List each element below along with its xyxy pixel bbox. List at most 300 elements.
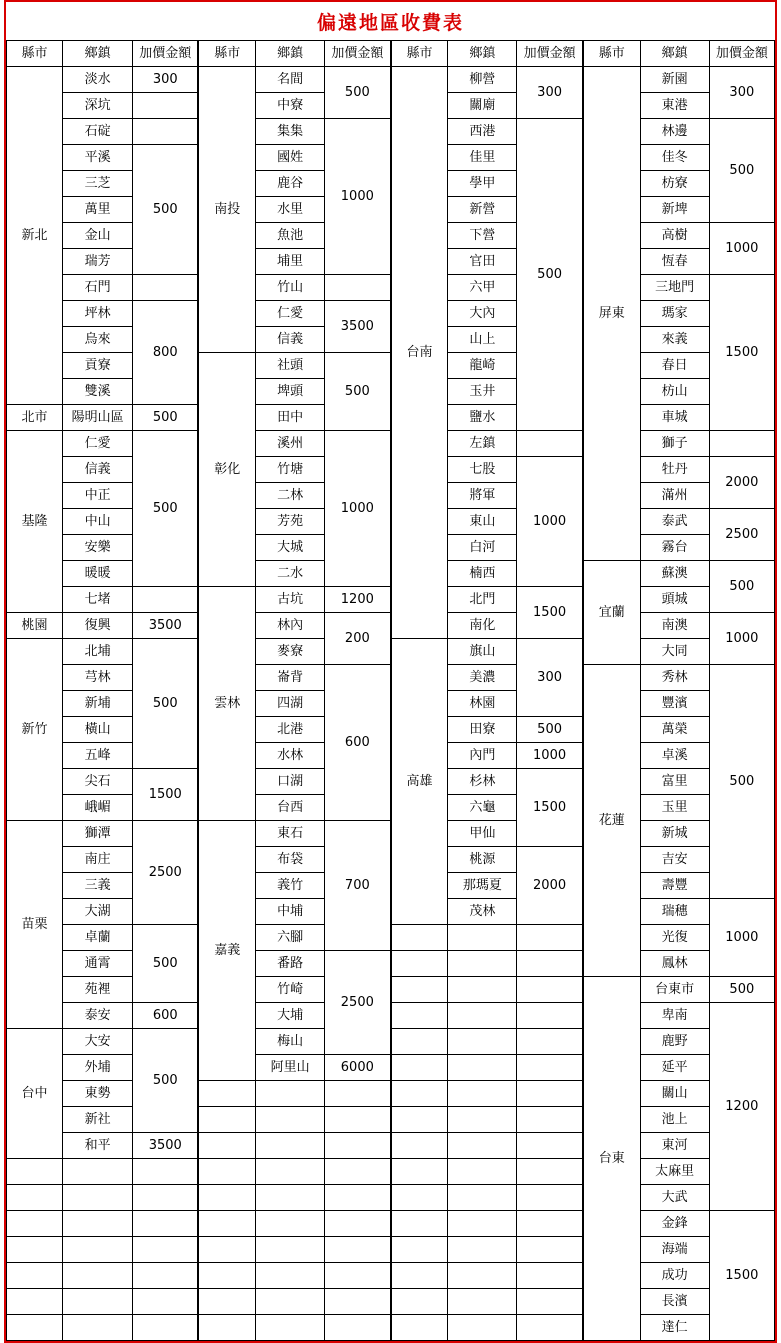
header-town: 鄉鎮 xyxy=(63,41,133,67)
spacer-cell xyxy=(199,1133,256,1159)
town-cell: 瑪家 xyxy=(640,301,709,327)
spacer-row xyxy=(391,925,582,951)
header-fee: 加價金額 xyxy=(133,41,198,67)
spacer-cell xyxy=(325,1289,390,1315)
town-cell: 東山 xyxy=(448,509,517,535)
town-cell: 台東市 xyxy=(640,977,709,1003)
spacer-cell xyxy=(256,1081,325,1107)
county-cell: 台南 xyxy=(391,67,448,639)
spacer-cell xyxy=(256,1107,325,1133)
town-cell: 田寮 xyxy=(448,717,517,743)
fee-cell: 1000 xyxy=(709,223,774,275)
fee-table-col1 xyxy=(6,40,198,1341)
town-cell: 社頭 xyxy=(256,353,325,379)
fee-cell xyxy=(133,587,198,613)
town-cell: 枋寮 xyxy=(640,171,709,197)
fee-cell: 1000 xyxy=(325,119,390,275)
fee-cell: 3500 xyxy=(133,1133,198,1159)
spacer-cell xyxy=(448,1263,517,1289)
spacer-row xyxy=(199,1289,390,1315)
table-row xyxy=(7,431,198,457)
spacer-cell xyxy=(517,1029,582,1055)
town-cell: 東河 xyxy=(640,1133,709,1159)
town-cell: 石碇 xyxy=(63,119,133,145)
town-cell: 坪林 xyxy=(63,301,133,327)
town-cell: 那瑪夏 xyxy=(448,873,517,899)
town-cell: 二水 xyxy=(256,561,325,587)
spacer-cell xyxy=(391,977,448,1003)
town-cell: 中埔 xyxy=(256,899,325,925)
town-cell: 楠西 xyxy=(448,561,517,587)
spacer-cell xyxy=(256,1159,325,1185)
spacer-cell xyxy=(448,1029,517,1055)
spacer-cell xyxy=(7,1237,63,1263)
spacer-row xyxy=(199,1211,390,1237)
spacer-cell xyxy=(7,1263,63,1289)
town-cell: 和平 xyxy=(63,1133,133,1159)
fee-cell xyxy=(517,431,582,457)
fee-cell: 300 xyxy=(517,639,582,717)
fee-cell: 2000 xyxy=(517,847,582,925)
spacer-row xyxy=(199,1263,390,1289)
spacer-cell xyxy=(133,1185,198,1211)
town-cell: 鹿谷 xyxy=(256,171,325,197)
spacer-cell xyxy=(325,1211,390,1237)
town-cell: 玉里 xyxy=(640,795,709,821)
town-cell: 三芝 xyxy=(63,171,133,197)
fee-cell: 700 xyxy=(325,821,390,951)
town-cell: 仁愛 xyxy=(63,431,133,457)
spacer-row xyxy=(199,1237,390,1263)
town-cell: 延平 xyxy=(640,1055,709,1081)
table-row xyxy=(583,561,774,587)
spacer-cell xyxy=(256,1289,325,1315)
fee-cell: 300 xyxy=(133,67,198,93)
fee-cell: 1500 xyxy=(517,769,582,847)
fee-table-col2 xyxy=(198,40,390,1341)
town-cell: 甲仙 xyxy=(448,821,517,847)
spacer-cell xyxy=(325,1159,390,1185)
fee-cell xyxy=(133,93,198,119)
fee-cell: 500 xyxy=(325,353,390,431)
town-cell: 六腳 xyxy=(256,925,325,951)
town-cell: 梅山 xyxy=(256,1029,325,1055)
town-cell: 泰安 xyxy=(63,1003,133,1029)
spacer-row xyxy=(199,1185,390,1211)
town-cell: 中正 xyxy=(63,483,133,509)
table-row xyxy=(199,353,390,379)
spacer-cell xyxy=(256,1263,325,1289)
spacer-cell xyxy=(448,977,517,1003)
town-cell: 外埔 xyxy=(63,1055,133,1081)
town-cell: 淡水 xyxy=(63,67,133,93)
spacer-row xyxy=(391,1185,582,1211)
town-cell: 枋山 xyxy=(640,379,709,405)
town-cell: 六龜 xyxy=(448,795,517,821)
fee-cell: 500 xyxy=(133,431,198,587)
town-cell: 瑞芳 xyxy=(63,249,133,275)
town-cell: 山上 xyxy=(448,327,517,353)
table-row xyxy=(7,1029,198,1055)
spacer-cell xyxy=(325,1133,390,1159)
town-cell: 三地門 xyxy=(640,275,709,301)
fee-cell: 2000 xyxy=(709,457,774,509)
town-cell: 信義 xyxy=(256,327,325,353)
table-row xyxy=(391,67,582,93)
town-cell: 內門 xyxy=(448,743,517,769)
fee-cell xyxy=(133,275,198,301)
town-cell: 白河 xyxy=(448,535,517,561)
table-row xyxy=(199,587,390,613)
fee-cell: 800 xyxy=(133,301,198,405)
town-cell: 下營 xyxy=(448,223,517,249)
table-row xyxy=(583,67,774,93)
town-cell: 芎林 xyxy=(63,665,133,691)
town-cell: 五峰 xyxy=(63,743,133,769)
town-cell: 義竹 xyxy=(256,873,325,899)
town-cell: 佳冬 xyxy=(640,145,709,171)
spacer-cell xyxy=(517,1081,582,1107)
spacer-cell xyxy=(517,1133,582,1159)
spacer-row xyxy=(7,1237,198,1263)
spacer-row xyxy=(391,1211,582,1237)
town-cell: 卓溪 xyxy=(640,743,709,769)
table-row xyxy=(199,821,390,847)
spacer-cell xyxy=(199,1159,256,1185)
spacer-cell xyxy=(391,1289,448,1315)
header-county: 縣市 xyxy=(391,41,448,67)
fee-cell: 1200 xyxy=(325,587,390,613)
table-row xyxy=(583,977,774,1003)
fee-cell xyxy=(325,275,390,301)
town-cell: 平溪 xyxy=(63,145,133,171)
fee-cell: 2500 xyxy=(709,509,774,561)
spacer-cell xyxy=(7,1211,63,1237)
town-cell: 光復 xyxy=(640,925,709,951)
spacer-cell xyxy=(63,1263,133,1289)
spacer-cell xyxy=(325,1263,390,1289)
town-cell: 阿里山 xyxy=(256,1055,325,1081)
spacer-row xyxy=(199,1315,390,1341)
spacer-cell xyxy=(133,1315,198,1341)
spacer-cell xyxy=(325,1315,390,1341)
spacer-cell xyxy=(391,1029,448,1055)
spacer-row xyxy=(391,1107,582,1133)
town-cell: 暖暖 xyxy=(63,561,133,587)
fee-cell xyxy=(709,431,774,457)
fee-cell: 200 xyxy=(325,613,390,665)
town-cell: 杉林 xyxy=(448,769,517,795)
spacer-row xyxy=(391,1133,582,1159)
spacer-cell xyxy=(63,1315,133,1341)
spacer-cell xyxy=(199,1289,256,1315)
fee-cell: 1000 xyxy=(517,743,582,769)
town-cell: 南澳 xyxy=(640,613,709,639)
spacer-cell xyxy=(391,951,448,977)
spacer-cell xyxy=(325,1107,390,1133)
county-cell: 台中 xyxy=(7,1029,63,1159)
spacer-cell xyxy=(391,1159,448,1185)
town-cell: 林園 xyxy=(448,691,517,717)
town-cell: 太麻里 xyxy=(640,1159,709,1185)
town-cell: 春日 xyxy=(640,353,709,379)
fee-cell: 1500 xyxy=(709,1211,774,1341)
town-cell: 車城 xyxy=(640,405,709,431)
town-cell: 七堵 xyxy=(63,587,133,613)
fee-cell: 1200 xyxy=(709,1003,774,1211)
town-cell: 魚池 xyxy=(256,223,325,249)
spacer-row xyxy=(7,1211,198,1237)
fee-cell xyxy=(133,119,198,145)
town-cell: 新埤 xyxy=(640,197,709,223)
county-cell: 彰化 xyxy=(199,353,256,587)
town-cell: 新埔 xyxy=(63,691,133,717)
town-cell: 雙溪 xyxy=(63,379,133,405)
county-cell: 宜蘭 xyxy=(583,561,640,665)
fee-cell: 500 xyxy=(133,639,198,769)
fee-cell: 500 xyxy=(325,67,390,119)
town-cell: 峨嵋 xyxy=(63,795,133,821)
county-cell: 北市 xyxy=(7,405,63,431)
header-county: 縣市 xyxy=(7,41,63,67)
fee-table-columns xyxy=(6,40,775,1341)
spacer-cell xyxy=(325,1237,390,1263)
town-cell: 滿州 xyxy=(640,483,709,509)
fee-cell: 1000 xyxy=(517,457,582,587)
spacer-cell xyxy=(63,1159,133,1185)
town-cell: 大城 xyxy=(256,535,325,561)
town-cell: 來義 xyxy=(640,327,709,353)
town-cell: 泰武 xyxy=(640,509,709,535)
spacer-cell xyxy=(517,1055,582,1081)
spacer-row xyxy=(391,1055,582,1081)
town-cell: 豐濱 xyxy=(640,691,709,717)
spacer-cell xyxy=(448,1211,517,1237)
town-cell: 南庄 xyxy=(63,847,133,873)
town-cell: 壽豐 xyxy=(640,873,709,899)
county-cell: 苗栗 xyxy=(7,821,63,1029)
spacer-cell xyxy=(256,1185,325,1211)
table-row xyxy=(7,67,198,93)
spacer-cell xyxy=(448,1107,517,1133)
spacer-cell xyxy=(391,1107,448,1133)
table-row xyxy=(7,405,198,431)
town-cell: 海端 xyxy=(640,1237,709,1263)
spacer-cell xyxy=(517,1159,582,1185)
spacer-row xyxy=(199,1107,390,1133)
town-cell: 官田 xyxy=(448,249,517,275)
town-cell: 七股 xyxy=(448,457,517,483)
header-town: 鄉鎮 xyxy=(640,41,709,67)
spacer-cell xyxy=(517,1211,582,1237)
town-cell: 萬榮 xyxy=(640,717,709,743)
town-cell: 大內 xyxy=(448,301,517,327)
table-row xyxy=(7,639,198,665)
town-cell: 卓蘭 xyxy=(63,925,133,951)
fee-table-col4 xyxy=(583,40,775,1341)
spacer-cell xyxy=(448,1315,517,1341)
spacer-cell xyxy=(199,1185,256,1211)
town-cell: 高樹 xyxy=(640,223,709,249)
town-cell: 佳里 xyxy=(448,145,517,171)
fee-cell: 1000 xyxy=(709,613,774,665)
spacer-cell xyxy=(199,1211,256,1237)
town-cell: 古坑 xyxy=(256,587,325,613)
town-cell: 大埔 xyxy=(256,1003,325,1029)
spacer-cell xyxy=(448,1237,517,1263)
town-cell: 瑞穗 xyxy=(640,899,709,925)
spacer-row xyxy=(391,1029,582,1055)
spacer-cell xyxy=(325,1185,390,1211)
town-cell: 通霄 xyxy=(63,951,133,977)
spacer-cell xyxy=(133,1263,198,1289)
spacer-row xyxy=(7,1159,198,1185)
county-cell: 高雄 xyxy=(391,639,448,925)
spacer-cell xyxy=(199,1315,256,1341)
spacer-row xyxy=(7,1289,198,1315)
spacer-cell xyxy=(391,925,448,951)
town-cell: 林內 xyxy=(256,613,325,639)
town-cell: 芳苑 xyxy=(256,509,325,535)
spacer-row xyxy=(391,1237,582,1263)
spacer-cell xyxy=(391,1237,448,1263)
spacer-cell xyxy=(448,1289,517,1315)
town-cell: 東勢 xyxy=(63,1081,133,1107)
town-cell: 大安 xyxy=(63,1029,133,1055)
fee-cell: 3500 xyxy=(325,301,390,353)
town-cell: 新營 xyxy=(448,197,517,223)
spacer-cell xyxy=(133,1211,198,1237)
spacer-cell xyxy=(63,1211,133,1237)
town-cell: 秀林 xyxy=(640,665,709,691)
spacer-cell xyxy=(517,1237,582,1263)
fee-table-col3 xyxy=(391,40,583,1341)
town-cell: 安樂 xyxy=(63,535,133,561)
town-cell: 東石 xyxy=(256,821,325,847)
town-cell: 池上 xyxy=(640,1107,709,1133)
town-cell: 林邊 xyxy=(640,119,709,145)
fee-cell: 500 xyxy=(709,119,774,223)
town-cell: 南化 xyxy=(448,613,517,639)
spacer-cell xyxy=(448,1133,517,1159)
spacer-cell xyxy=(448,1185,517,1211)
town-cell: 北埔 xyxy=(63,639,133,665)
county-cell: 基隆 xyxy=(7,431,63,613)
town-cell: 西港 xyxy=(448,119,517,145)
spacer-cell xyxy=(517,925,582,951)
fee-cell: 500 xyxy=(133,925,198,1003)
spacer-cell xyxy=(448,1081,517,1107)
town-cell: 恆春 xyxy=(640,249,709,275)
spacer-cell xyxy=(517,1289,582,1315)
county-cell: 屏東 xyxy=(583,67,640,561)
table-row xyxy=(7,821,198,847)
fee-cell: 1500 xyxy=(709,275,774,431)
town-cell: 六甲 xyxy=(448,275,517,301)
spacer-row xyxy=(391,951,582,977)
spacer-cell xyxy=(256,1315,325,1341)
town-cell: 二林 xyxy=(256,483,325,509)
header-town: 鄉鎮 xyxy=(256,41,325,67)
town-cell: 番路 xyxy=(256,951,325,977)
spacer-row xyxy=(391,1081,582,1107)
header-county: 縣市 xyxy=(199,41,256,67)
town-cell: 旗山 xyxy=(448,639,517,665)
town-cell: 茂林 xyxy=(448,899,517,925)
county-cell: 新北 xyxy=(7,67,63,405)
fee-cell: 2500 xyxy=(325,951,390,1055)
spacer-cell xyxy=(256,1211,325,1237)
fee-cell: 2500 xyxy=(133,821,198,925)
spacer-row xyxy=(391,1159,582,1185)
spacer-cell xyxy=(7,1159,63,1185)
town-cell: 竹崎 xyxy=(256,977,325,1003)
fee-cell: 600 xyxy=(325,665,390,821)
spacer-cell xyxy=(448,951,517,977)
town-cell: 布袋 xyxy=(256,847,325,873)
spacer-row xyxy=(391,1289,582,1315)
spacer-cell xyxy=(391,1211,448,1237)
spacer-cell xyxy=(391,1055,448,1081)
spacer-cell xyxy=(7,1315,63,1341)
spacer-row xyxy=(7,1263,198,1289)
spacer-cell xyxy=(391,1003,448,1029)
spacer-cell xyxy=(63,1237,133,1263)
spacer-cell xyxy=(7,1185,63,1211)
town-cell: 尖石 xyxy=(63,769,133,795)
fee-cell: 600 xyxy=(133,1003,198,1029)
spacer-cell xyxy=(199,1081,256,1107)
spacer-cell xyxy=(391,1081,448,1107)
county-cell: 南投 xyxy=(199,67,256,353)
spacer-cell xyxy=(7,1289,63,1315)
town-cell: 金山 xyxy=(63,223,133,249)
spacer-cell xyxy=(448,925,517,951)
spacer-cell xyxy=(199,1107,256,1133)
table-row xyxy=(7,613,198,639)
spacer-cell xyxy=(517,1263,582,1289)
town-cell: 長濱 xyxy=(640,1289,709,1315)
table-row xyxy=(583,665,774,691)
fee-cell: 500 xyxy=(709,665,774,899)
fee-cell: 300 xyxy=(709,67,774,119)
spacer-cell xyxy=(391,1133,448,1159)
town-cell: 鹽水 xyxy=(448,405,517,431)
fee-cell: 1500 xyxy=(517,587,582,639)
spacer-row xyxy=(391,1315,582,1341)
town-cell: 石門 xyxy=(63,275,133,301)
spacer-cell xyxy=(391,1185,448,1211)
town-cell: 集集 xyxy=(256,119,325,145)
fee-cell: 1500 xyxy=(133,769,198,821)
town-cell: 成功 xyxy=(640,1263,709,1289)
town-cell: 水里 xyxy=(256,197,325,223)
fee-cell: 500 xyxy=(517,717,582,743)
town-cell: 田中 xyxy=(256,405,325,431)
header-fee: 加價金額 xyxy=(325,41,390,67)
spacer-cell xyxy=(199,1237,256,1263)
town-cell: 四湖 xyxy=(256,691,325,717)
town-cell: 新城 xyxy=(640,821,709,847)
spacer-cell xyxy=(325,1081,390,1107)
town-cell: 霧台 xyxy=(640,535,709,561)
spacer-cell xyxy=(133,1237,198,1263)
spacer-row xyxy=(391,1263,582,1289)
town-cell: 苑裡 xyxy=(63,977,133,1003)
town-cell: 信義 xyxy=(63,457,133,483)
spacer-cell xyxy=(448,1159,517,1185)
page-title: 偏遠地區收費表 xyxy=(316,12,464,34)
